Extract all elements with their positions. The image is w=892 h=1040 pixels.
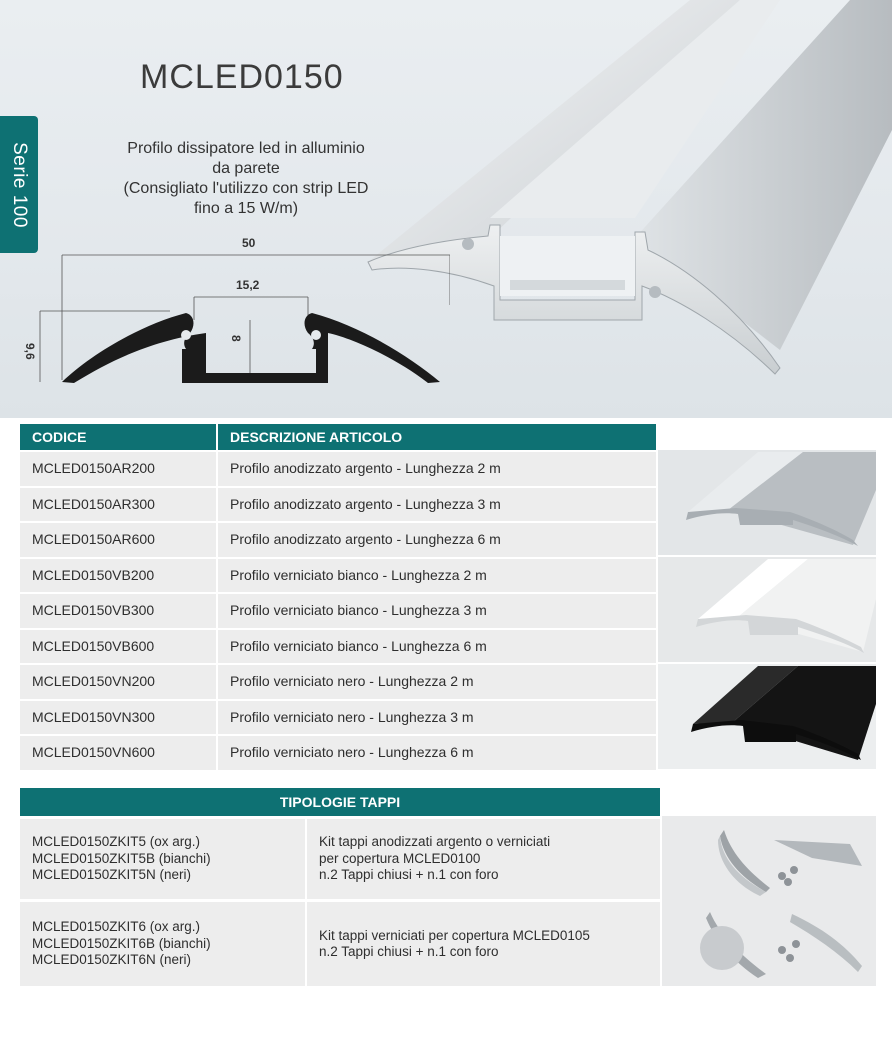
row-code: MCLED0150VB200 [20, 559, 216, 593]
height-dimension-label: 9,6 [23, 343, 37, 360]
cap-description-cell [307, 902, 660, 986]
black-profile-image [658, 664, 876, 769]
row-description: Profilo anodizzato argento - Lunghezza 6 m [218, 523, 656, 557]
table-row [20, 488, 656, 522]
row-code: MCLED0150VN600 [20, 736, 216, 770]
caps-row [20, 902, 660, 986]
table-row [20, 452, 656, 486]
caps-row [20, 819, 660, 899]
table-header [20, 424, 656, 450]
cap-codes-cell [20, 902, 305, 986]
header-code: CODICE [20, 424, 216, 450]
row-description: Profilo verniciato bianco - Lunghezza 3 m [218, 594, 656, 628]
row-code: MCLED0150AR300 [20, 488, 216, 522]
caps-table [20, 788, 660, 986]
product-title: MCLED0150 [140, 58, 344, 96]
row-code: MCLED0150AR200 [20, 452, 216, 486]
row-code: MCLED0150VB600 [20, 630, 216, 664]
silver-profile-image [658, 450, 876, 555]
caps-header: TIPOLOGIE TAPPI [20, 788, 660, 816]
cross-section-drawing [10, 225, 450, 395]
description-line: (Consigliato l'utilizzo con strip LED [123, 180, 369, 197]
hero-banner [0, 0, 892, 418]
description-line: Profilo dissipatore led in alluminio [127, 140, 365, 157]
table-row [20, 559, 656, 593]
white-profile-image [658, 557, 876, 662]
row-description: Profilo verniciato nero - Lunghezza 6 m [218, 736, 656, 770]
depth-dimension-label: 8 [229, 335, 243, 342]
cap-code: MCLED0150ZKIT5B (bianchi) [32, 850, 211, 866]
product-description [88, 139, 404, 219]
end-caps-image [662, 816, 876, 986]
cap-code: MCLED0150ZKIT6 (ox arg.) [32, 919, 201, 935]
cap-description: per copertura MCLED0100 [319, 850, 481, 866]
row-code: MCLED0150VB300 [20, 594, 216, 628]
series-label: Serie 100 [9, 141, 30, 228]
description-line: fino a 15 W/m) [193, 200, 299, 217]
cap-description: Kit tappi verniciati per copertura MCLED0105 [319, 927, 590, 943]
articles-table [20, 424, 656, 770]
cap-code: MCLED0150ZKIT6N (neri) [32, 952, 192, 968]
cap-code: MCLED0150ZKIT6B (bianchi) [32, 935, 211, 951]
row-description: Profilo verniciato bianco - Lunghezza 2 m [218, 559, 656, 593]
row-description: Profilo verniciato bianco - Lunghezza 6 m [218, 630, 656, 664]
cap-description: Kit tappi anodizzati argento o verniciati [319, 834, 551, 850]
header-description: DESCRIZIONE ARTICOLO [218, 424, 656, 450]
channel-dimension-label: 15,2 [236, 278, 260, 292]
row-code: MCLED0150VN300 [20, 701, 216, 735]
cap-description-cell [307, 819, 660, 899]
cap-description: n.2 Tappi chiusi + n.1 con foro [319, 867, 499, 883]
table-row [20, 736, 656, 770]
table-row [20, 594, 656, 628]
table-row [20, 701, 656, 735]
row-code: MCLED0150VN200 [20, 665, 216, 699]
cap-description: n.2 Tappi chiusi + n.1 con foro [319, 944, 499, 959]
row-description: Profilo anodizzato argento - Lunghezza 2 m [218, 452, 656, 486]
width-dimension-label: 50 [242, 236, 256, 250]
cap-code: MCLED0150ZKIT5 (ox arg.) [32, 834, 201, 850]
row-description: Profilo verniciato nero - Lunghezza 2 m [218, 665, 656, 699]
table-row [20, 630, 656, 664]
row-code: MCLED0150AR600 [20, 523, 216, 557]
cap-codes-cell [20, 819, 305, 899]
table-row [20, 523, 656, 557]
cap-code: MCLED0150ZKIT5N (neri) [32, 867, 192, 883]
description-line: da parete [212, 160, 280, 177]
table-row [20, 665, 656, 699]
row-description: Profilo anodizzato argento - Lunghezza 3 m [218, 488, 656, 522]
row-description: Profilo verniciato nero - Lunghezza 3 m [218, 701, 656, 735]
